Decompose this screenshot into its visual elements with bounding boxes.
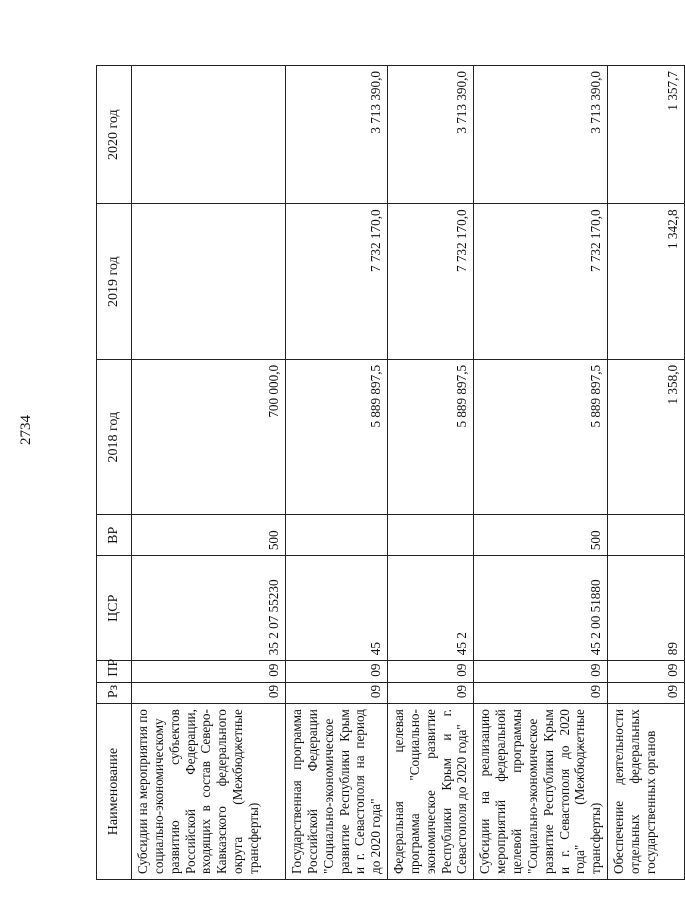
row-2018: 5 889 897,5 [388,359,474,515]
row-vr [608,515,685,556]
row-csr: 89 [608,556,685,661]
header-rz: Рз [97,682,132,703]
row-rz: 09 [608,682,685,703]
row-2019 [132,204,286,360]
row-vr [286,515,388,556]
table-row [608,66,685,880]
row-pr: 09 [286,661,388,682]
row-name: Государственная программа Российской Федерации "Социально-экономическое развитие Республики Крым и г. Севастополя на период до 2020 года" [286,704,388,880]
row-2020 [132,66,286,204]
row-rz: 09 [132,682,286,703]
row-pr: 09 [608,661,685,682]
row-rz: 09 [474,682,608,703]
header-csr: ЦСР [97,556,132,661]
row-name: Субсидии на реализацию мероприятий федеральной целевой программы "Социально-экономическое развитие Республики Крым и г. Севастополя до 2020 года" (Межбюджетные трансферты) [474,704,608,880]
row-pr: 09 [132,661,286,682]
header-vr: ВР [97,515,132,556]
table-row [388,66,474,880]
row-csr: 45 2 [388,556,474,661]
row-vr: 500 [132,515,286,556]
page-number: 2734 [18,415,34,445]
header-2019: 2019 год [97,204,132,360]
row-2019: 1 342,8 [608,204,685,360]
row-2018: 700 000,0 [132,359,286,515]
row-name: Федеральная целевая программа "Социально-экономическое развитие Республики Крым и г. Севастополя до 2020 года" [388,704,474,880]
header-pr: ПР [97,661,132,682]
row-name: Субсидии на мероприятия по социально-экономическому развитию субъектов Российской Федерации, входящих в состав Северо-Кавказского федерального округа (Межбюджетные трансферты) [132,704,286,880]
row-vr: 500 [474,515,608,556]
budget-table [96,65,685,880]
row-2020: 1 357,7 [608,66,685,204]
row-2020: 3 713 390,0 [286,66,388,204]
row-2019: 7 732 170,0 [474,204,608,360]
row-csr: 45 2 00 51880 [474,556,608,661]
row-csr: 35 2 07 55230 [132,556,286,661]
row-2019: 7 732 170,0 [286,204,388,360]
row-2018: 5 889 897,5 [474,359,608,515]
table-row [132,66,286,880]
row-csr: 45 [286,556,388,661]
table-row [474,66,608,880]
row-2018: 5 889 897,5 [286,359,388,515]
row-vr [388,515,474,556]
header-name: Наименование [97,704,132,880]
row-2020: 3 713 390,0 [388,66,474,204]
budget-table-container [96,65,681,880]
table-row [286,66,388,880]
row-rz: 09 [388,682,474,703]
row-pr: 09 [474,661,608,682]
row-pr: 09 [388,661,474,682]
row-name: Обеспечение деятельности отдельных федеральных государственных органов [608,704,685,880]
header-2018: 2018 год [97,359,132,515]
row-2018: 1 358,0 [608,359,685,515]
header-2020: 2020 год [97,66,132,204]
table-header-row [97,66,132,880]
row-2019: 7 732 170,0 [388,204,474,360]
row-rz: 09 [286,682,388,703]
row-2020: 3 713 390,0 [474,66,608,204]
